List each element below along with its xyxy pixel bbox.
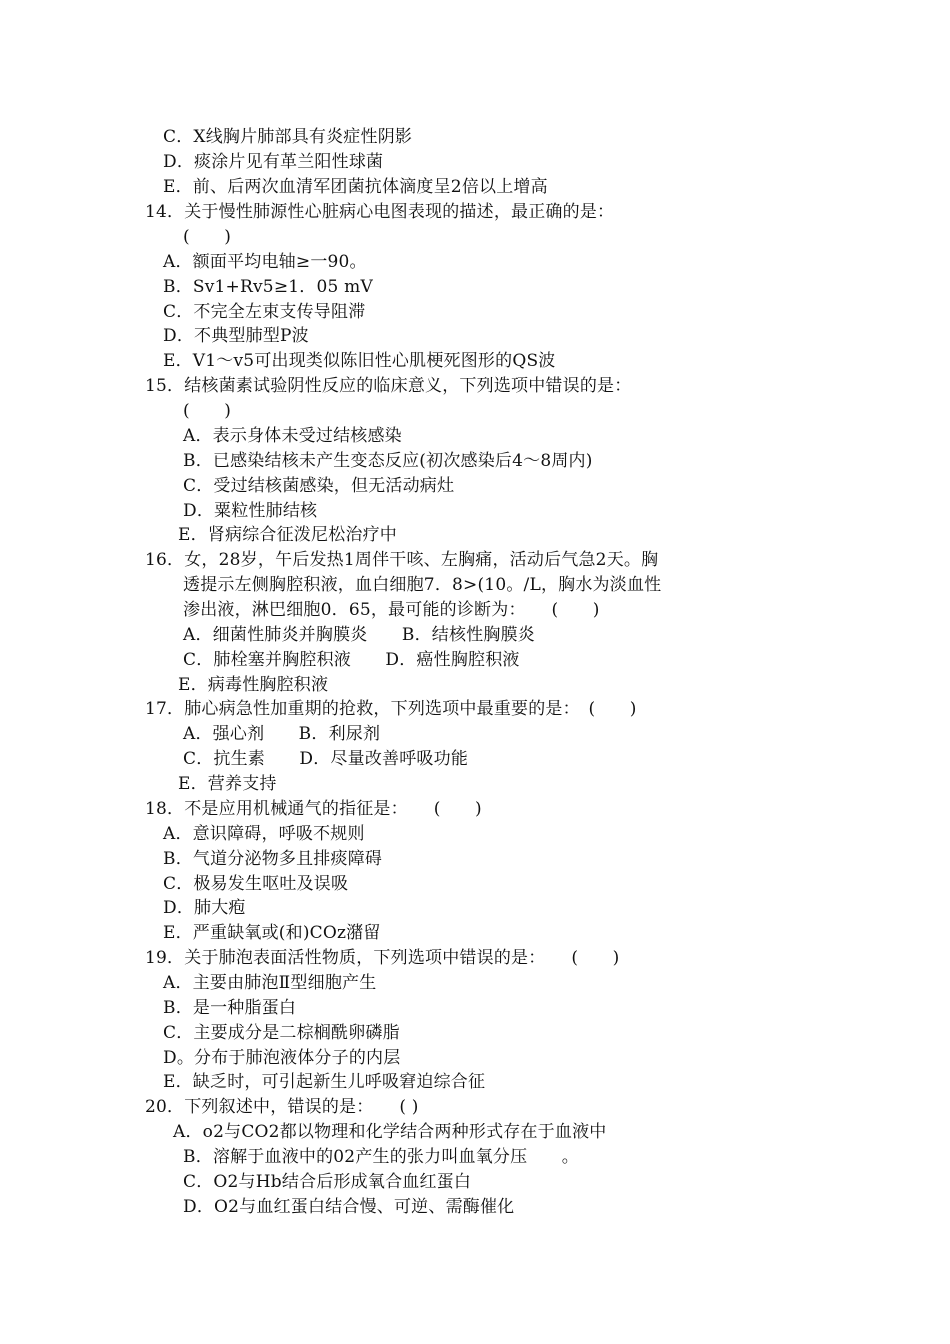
option-line: E．肾病综合征泼尼松治疗中	[178, 525, 398, 545]
question-17: 17．肺心病急性加重期的抢救，下列选项中最重要的是： ( )	[145, 699, 637, 719]
option-line: A．主要由肺泡Ⅱ型细胞产生	[163, 973, 377, 993]
option-line: B．已感染结核未产生变态反应(初次感染后4～8周内)	[183, 451, 593, 471]
answer-blank: ( )	[183, 227, 232, 247]
option-line: B．是一种脂蛋白	[163, 998, 297, 1018]
option-line: A．意识障碍，呼吸不规则	[163, 824, 365, 844]
option-line: C．X线胸片肺部具有炎症性阴影	[163, 127, 413, 147]
question-19: 19．关于肺泡表面活性物质，下列选项中错误的是： ( )	[145, 948, 620, 968]
question-15: 15．结核菌素试验阴性反应的临床意义，下列选项中错误的是：	[145, 376, 632, 396]
option-line: E．严重缺氧或(和)COz潴留	[163, 923, 381, 943]
option-line: A．额面平均电轴≥一90。	[163, 252, 367, 272]
option-line: E．前、后两次血清军团菌抗体滴度呈2倍以上增高	[163, 177, 548, 197]
option-line: C．受过结核菌感染，但无活动病灶	[183, 476, 455, 496]
question-16-cont: 渗出液，淋巴细胞0．65，最可能的诊断为： ( )	[183, 600, 600, 620]
option-line: D。分布于肺泡液体分子的内层	[163, 1048, 401, 1068]
option-line: B．气道分泌物多且排痰障碍	[163, 849, 383, 869]
option-line: C．极易发生呕吐及误吸	[163, 874, 349, 894]
question-14: 14．关于慢性肺源性心脏病心电图表现的描述，最正确的是：	[145, 202, 615, 222]
option-line: A．细菌性肺炎并胸膜炎 B．结核性胸膜炎	[183, 625, 535, 645]
question-20: 20．下列叙述中，错误的是： ( )	[145, 1097, 419, 1117]
option-line: D．O2与血红蛋白结合慢、可逆、需酶催化	[183, 1197, 515, 1217]
option-line: C．不完全左束支传导阻滞	[163, 302, 366, 322]
option-line: B．Sv1+Rv5≥1．05 mV	[163, 277, 373, 297]
option-line: D．肺大疱	[163, 898, 246, 918]
answer-blank: ( )	[183, 401, 232, 421]
option-line: E．缺乏时，可引起新生儿呼吸窘迫综合征	[163, 1072, 486, 1092]
option-line: E．营养支持	[178, 774, 277, 794]
option-line: C．主要成分是二棕榈酰卵磷脂	[163, 1023, 400, 1043]
option-line: A．o2与CO2都以物理和化学结合两种形式存在于血液中	[173, 1122, 607, 1142]
option-line: E．病毒性胸腔积液	[178, 675, 329, 695]
option-line: D．痰涂片见有革兰阳性球菌	[163, 152, 384, 172]
question-16-cont: 透提示左侧胸腔积液，血白细胞7．8>(10。/L，胸水为淡血性	[183, 575, 662, 595]
option-line: D．粟粒性肺结核	[183, 501, 318, 521]
option-line: C．抗生素 D．尽量改善呼吸功能	[183, 749, 469, 769]
option-line: D．不典型肺型P波	[163, 326, 309, 346]
option-line: C．O2与Hb结合后形成氧合血红蛋白	[183, 1172, 472, 1192]
option-line: A．强心剂 B．利尿剂	[183, 724, 381, 744]
question-16: 16．女，28岁，午后发热1周伴干咳、左胸痛，活动后气急2天。胸	[145, 550, 659, 570]
option-line: A．表示身体未受过结核感染	[183, 426, 402, 446]
option-line: B．溶解于血液中的02产生的张力叫血氧分压 。	[183, 1147, 579, 1167]
option-line: E．V1～v5可出现类似陈旧性心肌梗死图形的QS波	[163, 351, 556, 371]
option-line: C．肺栓塞并胸腔积液 D．癌性胸腔积液	[183, 650, 520, 670]
question-18: 18．不是应用机械通气的指征是： ( )	[145, 799, 482, 819]
